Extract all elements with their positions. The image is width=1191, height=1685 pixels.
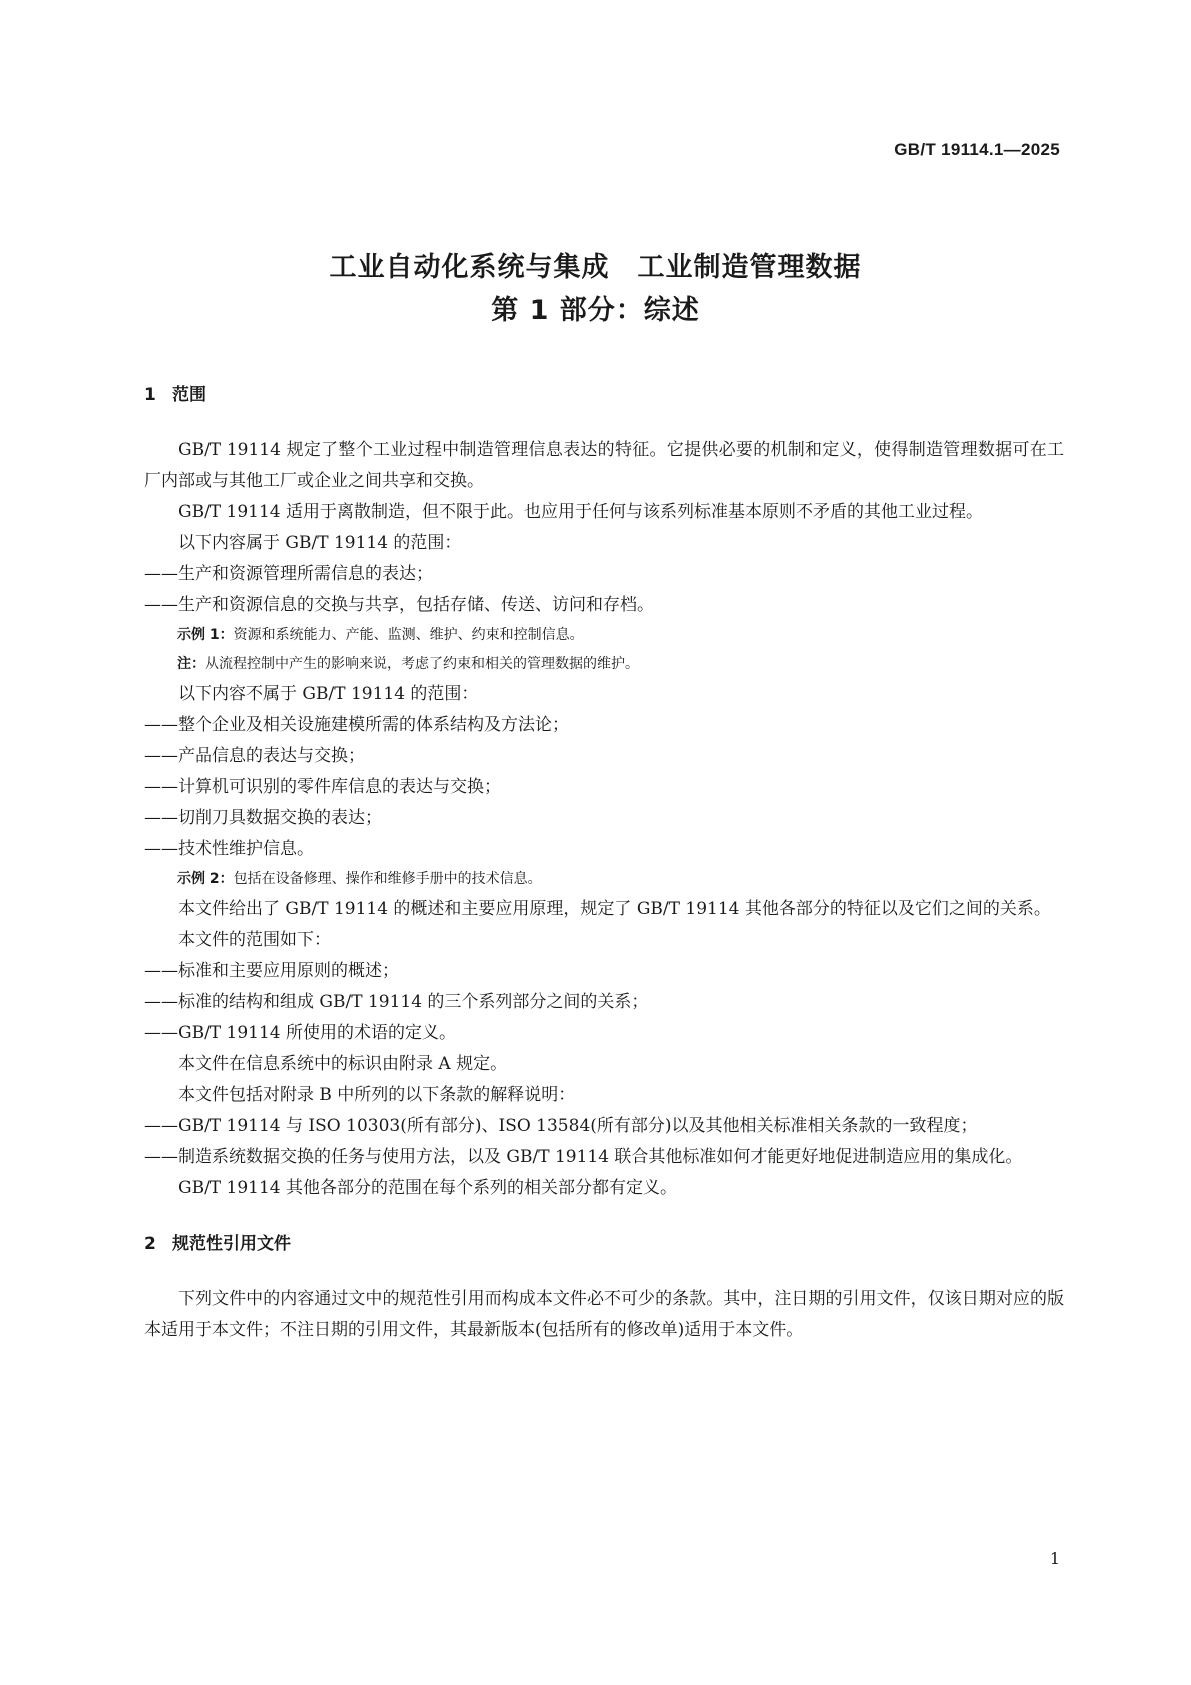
scope-paragraph-2: GB/T 19114 适用于离散制造，但不限于此。也应用于任何与该系列标准基本原则不矛盾的其他工业过程。 [178,502,984,522]
list-item: ——GB/T 19114 与 ISO 10303(所有部分)、ISO 13584(所有部分)以及其他相关标准相关条款的一致程度； [144,1116,978,1136]
example-text: 资源和系统能力、产能、监测、维护、约束和控制信息。 [233,627,584,643]
standard-code: GB/T 19114.1—2025 [894,140,1060,159]
note [144,650,1064,679]
references-paragraph: 下列文件中的内容通过文中的规范性引用而构成本文件必不可少的条款。其中，注日期的引用文件，仅该日期对应的版本适用于本文件；不注日期的引用文件，其最新版本(包括所有的修改单)适用于本文件。 [144,1289,1064,1340]
section-title: 范围 [172,385,206,405]
list-item: ——标准和主要应用原则的概述； [144,961,399,981]
example-label: 示例 2： [177,871,234,887]
document-title-line1: 工业自动化系统与集成 工业制造管理数据 [329,252,862,283]
section-number: 2 [144,1234,156,1254]
example-label: 示例 1： [177,627,234,643]
scope-paragraph-1: GB/T 19114 规定了整个工业过程中制造管理信息表达的特征。它提供必要的机制和定义，使得制造管理数据可在工厂内部或与其他工厂或企业之间共享和交换。 [144,440,1064,491]
scope-paragraph-6: GB/T 19114 其他各部分的范围在每个系列的相关部分都有定义。 [178,1178,678,1198]
list-item: ——计算机可识别的零件库信息的表达与交换； [144,777,501,797]
list-item: ——GB/T 19114 所使用的术语的定义。 [144,1023,457,1043]
note-text: 从流程控制中产生的影响来说，考虑了约束和相关的管理数据的维护。 [205,656,639,672]
list-item: ——生产和资源管理所需信息的表达； [144,564,433,584]
in-scope-intro: 以下内容属于 GB/T 19114 的范围： [178,533,462,553]
example-2 [144,865,1064,894]
out-scope-intro: 以下内容不属于 GB/T 19114 的范围： [178,684,479,704]
example-1 [144,621,1064,650]
section-heading-normative-references [144,1229,1064,1259]
example-text: 包括在设备修理、操作和维修手册中的技术信息。 [233,871,542,887]
scope-paragraph-5: 本文件包括对附录 B 中所列的以下条款的解释说明： [178,1085,576,1105]
list-item: ——标准的结构和组成 GB/T 19114 的三个系列部分之间的关系； [144,992,649,1012]
section-heading-scope [144,380,1064,410]
section-title: 规范性引用文件 [172,1234,291,1254]
doc-scope-intro: 本文件的范围如下： [178,930,331,950]
note-label: 注： [177,656,205,672]
page-number: 1 [1049,1549,1060,1568]
list-item: ——整个企业及相关设施建模所需的体系结构及方法论； [144,715,569,735]
list-item: ——生产和资源信息的交换与共享，包括存储、传送、访问和存档。 [144,595,654,615]
section-number: 1 [144,385,156,405]
document-title-line2: 第 1 部分：综述 [491,295,700,326]
scope-paragraph-4: 本文件在信息系统中的标识由附录 A 规定。 [178,1054,508,1074]
scope-paragraph-3: 本文件给出了 GB/T 19114 的概述和主要应用原理，规定了 GB/T 19114 其他各部分的特征以及它们之间的关系。 [178,899,1051,919]
list-item: ——切削刀具数据交换的表达； [144,808,382,828]
list-item: ——技术性维护信息。 [144,839,314,859]
document-body [144,380,1064,1346]
list-item: ——产品信息的表达与交换； [144,746,365,766]
list-item: ——制造系统数据交换的任务与使用方法，以及 GB/T 19114 联合其他标准如何才能更好地促进制造应用的集成化。 [144,1147,1023,1167]
